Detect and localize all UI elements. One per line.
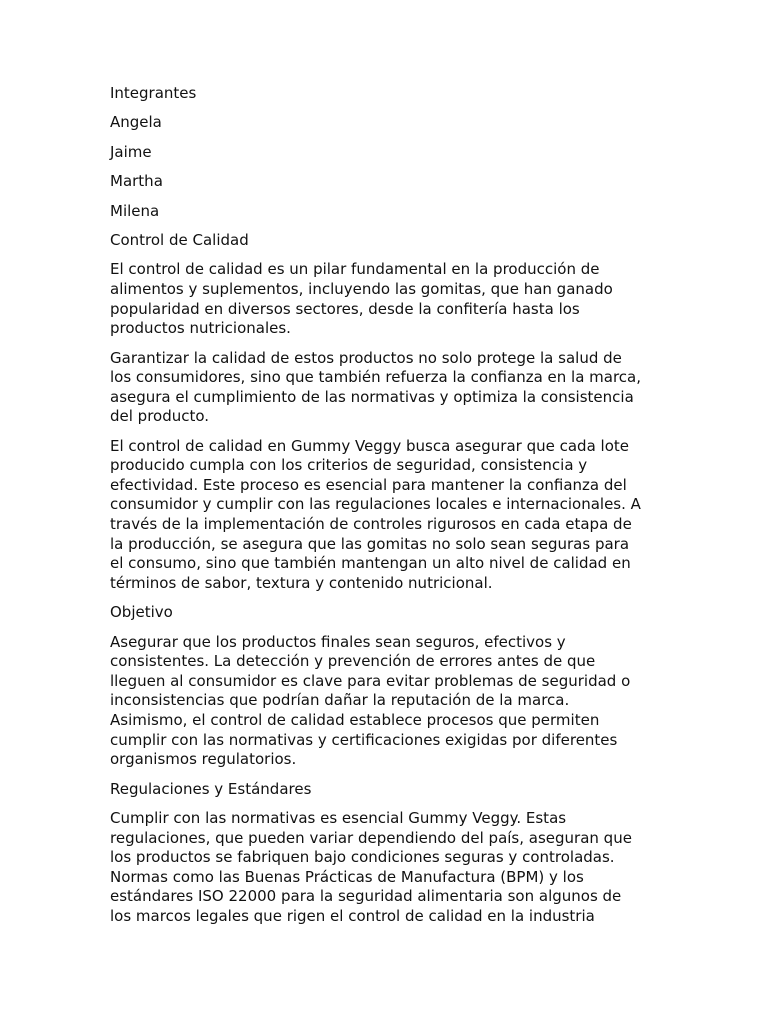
- paragraph-line: del producto.: [110, 407, 210, 426]
- paragraph-line: el consumo, sino que también mantengan un alto nivel de calidad en: [110, 554, 631, 573]
- paragraph-line: Cumplir con las normativas es esencial Gummy Veggy. Estas: [110, 808, 567, 827]
- member-name: Jaime: [110, 142, 152, 161]
- paragraph-line: Normas como las Buenas Prácticas de Manufactura (BPM) y los: [110, 867, 584, 886]
- members-heading: Integrantes: [110, 84, 197, 102]
- paragraph-guarantee: [110, 349, 660, 427]
- paragraph-line: popularidad en diversos sectores, desde la confitería hasta los: [110, 299, 580, 318]
- paragraph-line: alimentos y suplementos, incluyendo las gomitas, que han ganado: [110, 279, 613, 298]
- paragraph-line: El control de calidad en Gummy Veggy busca asegurar que cada lote: [110, 436, 629, 455]
- paragraph-line: regulaciones, que pueden variar dependiendo del país, aseguran que: [110, 828, 632, 847]
- paragraph-line: los marcos legales que rigen el control de calidad en la industria: [110, 906, 595, 925]
- paragraph-line: El control de calidad es un pilar fundamental en la producción de: [110, 260, 600, 279]
- section-title-regulaciones: Regulaciones y Estándares: [110, 779, 312, 798]
- member-name: Milena: [110, 201, 160, 220]
- paragraph-line: los productos se fabriquen bajo condiciones seguras y controladas.: [110, 848, 615, 867]
- member-name: Martha: [110, 172, 163, 191]
- member-name: Angela: [110, 113, 162, 132]
- paragraph-line: lleguen al consumidor es clave para evitar problemas de seguridad o: [110, 671, 631, 690]
- paragraph-objective: [110, 633, 660, 770]
- section-title-objetivo: Objetivo: [110, 603, 173, 622]
- paragraph-regulations: [110, 809, 660, 927]
- paragraph-line: efectividad. Este proceso es esencial para mantener la confianza del: [110, 475, 627, 494]
- paragraph-line: Asimismo, el control de calidad establece procesos que permiten: [110, 711, 600, 729]
- paragraph-gummy-veggy: [110, 437, 660, 594]
- paragraph-line: producido cumpla con los criterios de seguridad, consistencia y: [110, 456, 588, 475]
- section-title-control-de-calidad: Control de Calidad: [110, 230, 249, 249]
- paragraph-intro: [110, 260, 660, 338]
- paragraph-line: través de la implementación de controles rigurosos en cada etapa de: [110, 515, 632, 534]
- paragraph-line: estándares ISO 22000 para la seguridad alimentaria son algunos de: [110, 887, 622, 906]
- paragraph-line: productos nutricionales.: [110, 319, 291, 338]
- paragraph-line: Asegurar que los productos finales sean seguros, efectivos y: [110, 632, 566, 651]
- paragraph-line: consistentes. La detección y prevención de errores antes de que: [110, 652, 596, 671]
- paragraph-line: Garantizar la calidad de estos productos no solo protege la salud de: [110, 348, 622, 367]
- paragraph-line: cumplir con las normativas y certificaciones exigidas por diferentes: [110, 730, 618, 749]
- paragraph-line: organismos regulatorios.: [110, 750, 297, 769]
- paragraph-line: consumidor y cumplir con las regulaciones locales e internacionales. A: [110, 495, 641, 514]
- paragraph-line: asegura el cumplimiento de las normativas y optimiza la consistencia: [110, 387, 634, 406]
- paragraph-line: la producción, se asegura que las gomitas no solo sean seguras para: [110, 534, 630, 553]
- paragraph-line: los consumidores, sino que también refuerza la confianza en la marca,: [110, 368, 642, 387]
- document-page: [110, 84, 660, 936]
- paragraph-line: inconsistencias que podrían dañar la reputación de la marca.: [110, 691, 570, 710]
- paragraph-line: términos de sabor, textura y contenido nutricional.: [110, 573, 493, 592]
